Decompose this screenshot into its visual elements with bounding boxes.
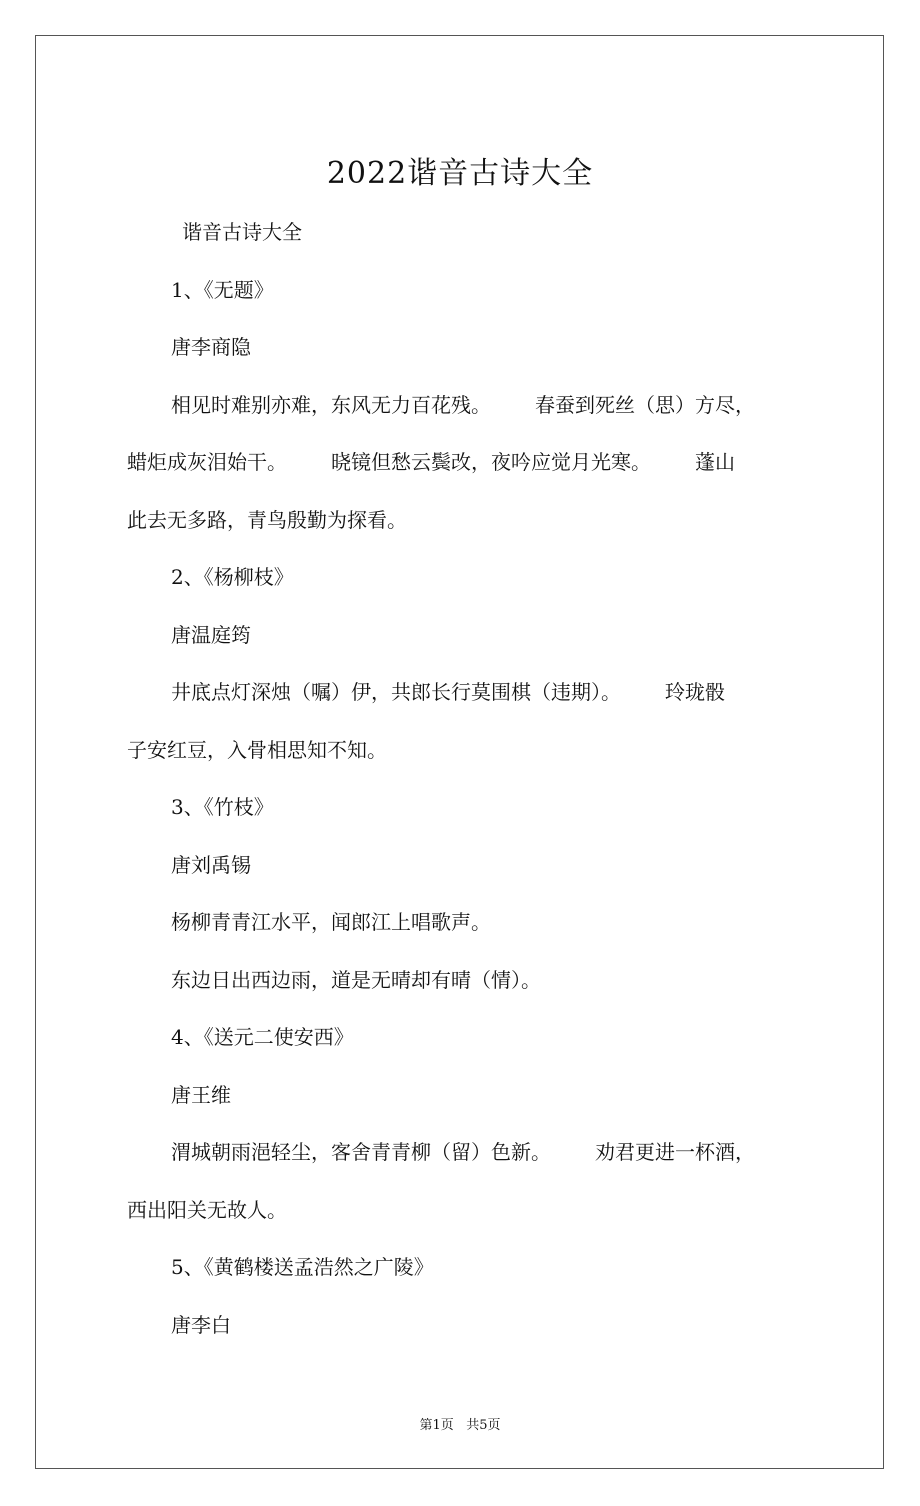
poem-verse: 杨柳青青江水平，闻郎江上唱歌声。 bbox=[171, 910, 491, 934]
poem-heading: 4、《送元二使安西》 bbox=[171, 1025, 354, 1049]
poem-line bbox=[127, 1124, 817, 1182]
poem-verse: 春蚕到死丝（思）方尽， bbox=[535, 392, 755, 417]
poem-verse: 相见时难别亦难，东风无力百花残。 bbox=[171, 392, 491, 417]
poem-verse: 晓镜但愁云鬓改，夜吟应觉月光寒。 bbox=[331, 450, 651, 474]
document-title: 2022谐音古诗大全 bbox=[326, 156, 594, 192]
poem-line bbox=[127, 434, 817, 492]
poem-verse: 玲珑骰 bbox=[665, 680, 725, 704]
poem-verse: 此去无多路，青鸟殷勤为探看。 bbox=[127, 507, 407, 532]
poem-line bbox=[127, 492, 817, 550]
poem-line bbox=[127, 952, 817, 1010]
poem-verse: 渭城朝雨浥轻尘，客舍青青柳（留）色新。 bbox=[171, 1140, 551, 1164]
poem-heading: 5、《黄鹤楼送孟浩然之广陵》 bbox=[171, 1255, 434, 1279]
poem-verse: 蜡炬成灰泪始干。 bbox=[127, 450, 287, 474]
poem-line bbox=[127, 894, 817, 952]
poem-heading: 2、《杨柳枝》 bbox=[171, 565, 294, 589]
poem-verse: 劝君更进一杯酒， bbox=[595, 1140, 755, 1164]
poem-verse: 西出阳关无故人。 bbox=[127, 1197, 287, 1222]
poem-line bbox=[127, 377, 817, 435]
poem-verse: 子安红豆，入骨相思知不知。 bbox=[127, 737, 387, 762]
poem-line bbox=[127, 722, 817, 780]
poem-verse: 蓬山 bbox=[695, 450, 735, 474]
poem-heading: 1、《无题》 bbox=[171, 277, 274, 302]
page-footer bbox=[0, 1414, 920, 1433]
document-body bbox=[127, 204, 817, 1354]
page-number: 第1页 bbox=[419, 1418, 454, 1433]
poem-author: 唐温庭筠 bbox=[171, 622, 251, 647]
poem-verse: 东边日出西边雨，道是无晴却有晴（情）。 bbox=[171, 967, 541, 992]
document-subtitle: 谐音古诗大全 bbox=[182, 220, 302, 244]
poem-author: 唐李白 bbox=[171, 1312, 231, 1337]
poem-verse: 井底点灯深烛（嘱）伊，共郎长行莫围棋（违期）。 bbox=[171, 680, 621, 704]
poem-author: 唐李商隐 bbox=[171, 335, 251, 359]
poem-author: 唐刘禹锡 bbox=[171, 852, 251, 877]
poem-line bbox=[127, 1182, 817, 1240]
poem-heading: 3、《竹枝》 bbox=[171, 795, 274, 819]
poem-author: 唐王维 bbox=[171, 1082, 231, 1107]
page-total: 共5页 bbox=[466, 1418, 501, 1433]
poem-line bbox=[127, 664, 817, 722]
